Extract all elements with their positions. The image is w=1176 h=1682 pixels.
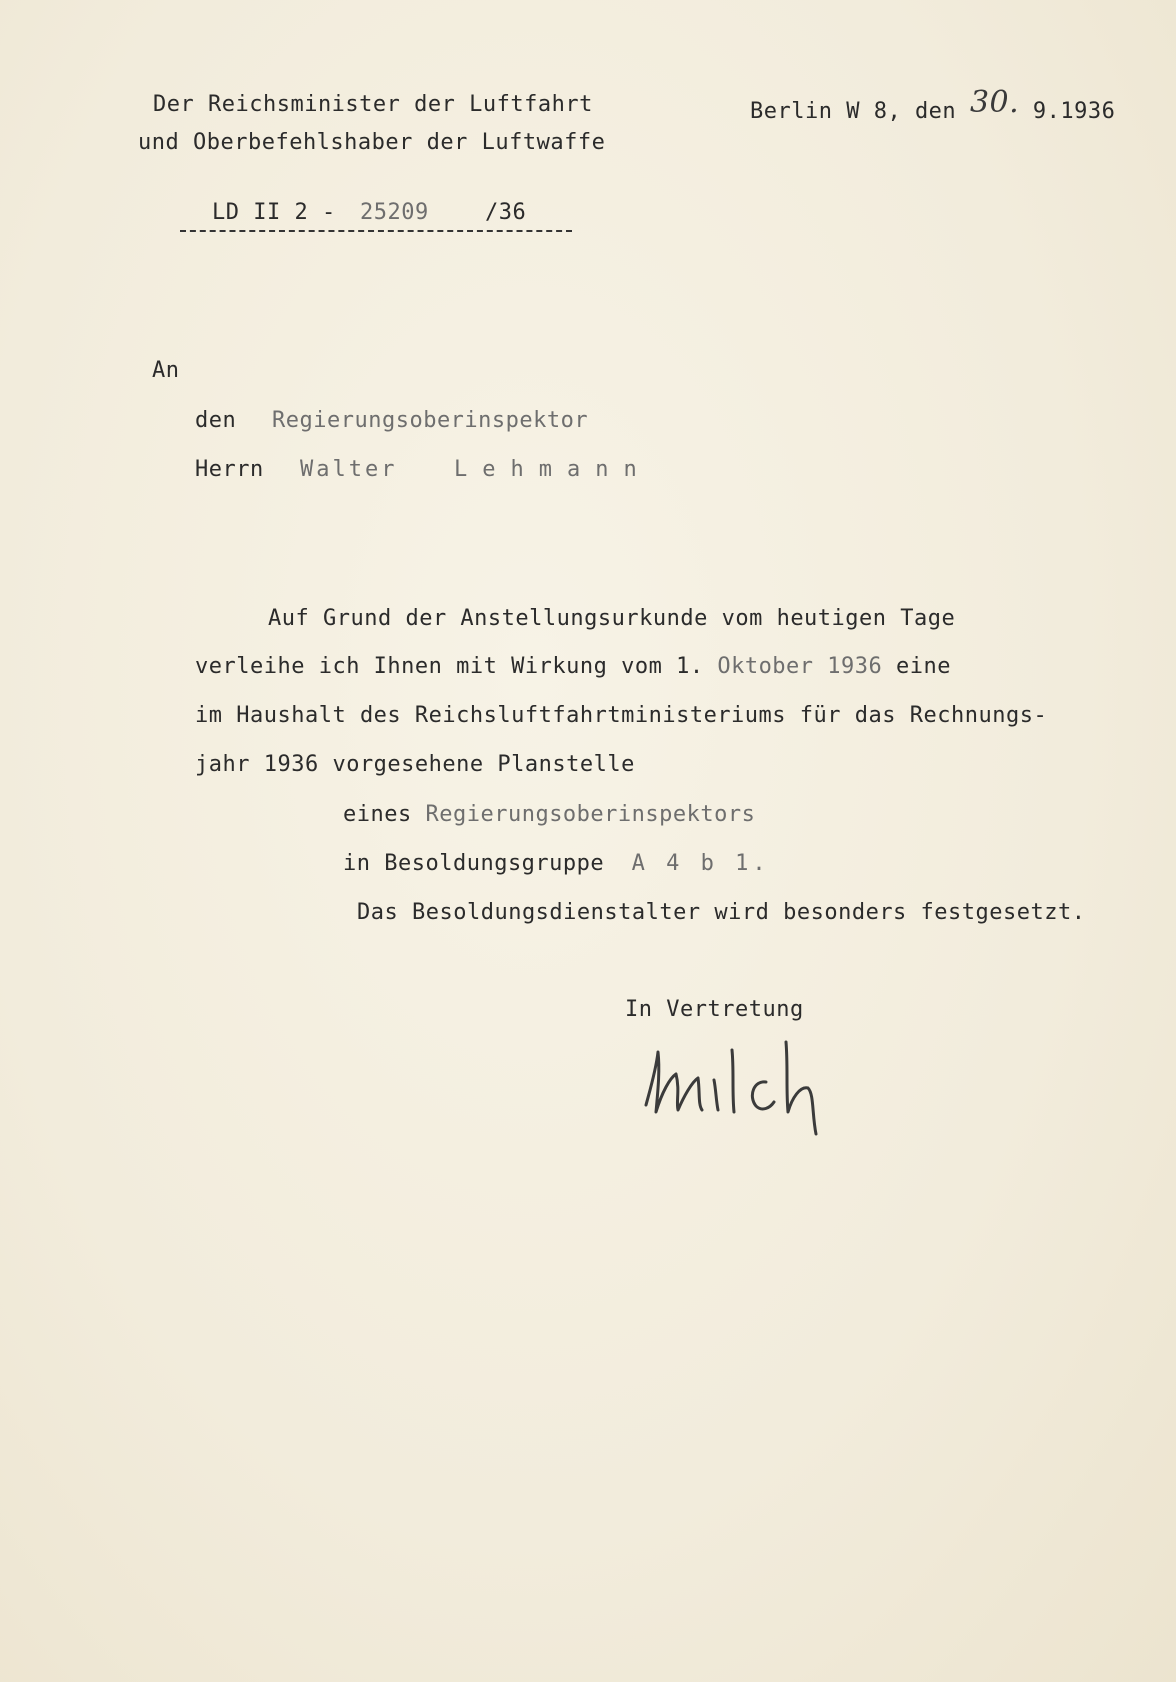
date-rest: 9.1936 xyxy=(1032,99,1116,124)
body-line-7: Das Besoldungsdienstalter wird besonders festgesetzt. xyxy=(357,900,1086,925)
place-prefix: Berlin W 8, den xyxy=(750,99,957,124)
body-line-6a: in Besoldungsgruppe xyxy=(343,851,605,876)
body-line-6 xyxy=(343,851,770,877)
recipient-name xyxy=(300,457,652,483)
reference-part: LD II 2 - xyxy=(212,200,336,225)
recipient-title: Regierungsoberinspektor xyxy=(272,408,589,433)
handwritten-day: 30. xyxy=(969,85,1020,120)
reference-number xyxy=(180,200,572,232)
body-line-2b: Oktober 1936 xyxy=(717,654,883,679)
body-line-5a: eines xyxy=(343,802,412,827)
recipient-salutation: An xyxy=(152,358,180,383)
body-line-1: Auf Grund der Anstellungsurkunde vom heutigen Tage xyxy=(268,606,956,631)
closing-phrase: In Vertretung xyxy=(625,997,804,1022)
sender-line-1: Der Reichsminister der Luftfahrt xyxy=(153,92,593,117)
body-line-5 xyxy=(343,802,755,828)
reference-number-value: 25209 xyxy=(360,200,429,225)
body-line-2 xyxy=(195,654,951,680)
sender-line-2: und Oberbefehlshaber der Luftwaffe xyxy=(138,130,606,155)
recipient-last-name: Lehmann xyxy=(453,457,652,482)
body-line-2c: eine xyxy=(896,654,952,679)
recipient-herrn: Herrn xyxy=(195,457,264,482)
body-line-2a: verleihe ich Ihnen mit Wirkung vom 1. xyxy=(195,654,704,679)
body-line-3: im Haushalt des Reichsluftfahrtministeriums für das Rechnungs- xyxy=(195,703,1048,728)
recipient-first-name: Walter xyxy=(300,457,398,482)
place-date xyxy=(750,85,1116,125)
reference-suffix: /36 xyxy=(485,200,527,225)
signature xyxy=(636,1030,856,1140)
body-line-5b: Regierungsoberinspektors xyxy=(425,802,756,827)
recipient-den: den xyxy=(195,408,237,433)
body-line-6b: A 4 b 1. xyxy=(631,851,770,876)
body-line-4: jahr 1936 vorgesehene Planstelle xyxy=(195,752,635,777)
